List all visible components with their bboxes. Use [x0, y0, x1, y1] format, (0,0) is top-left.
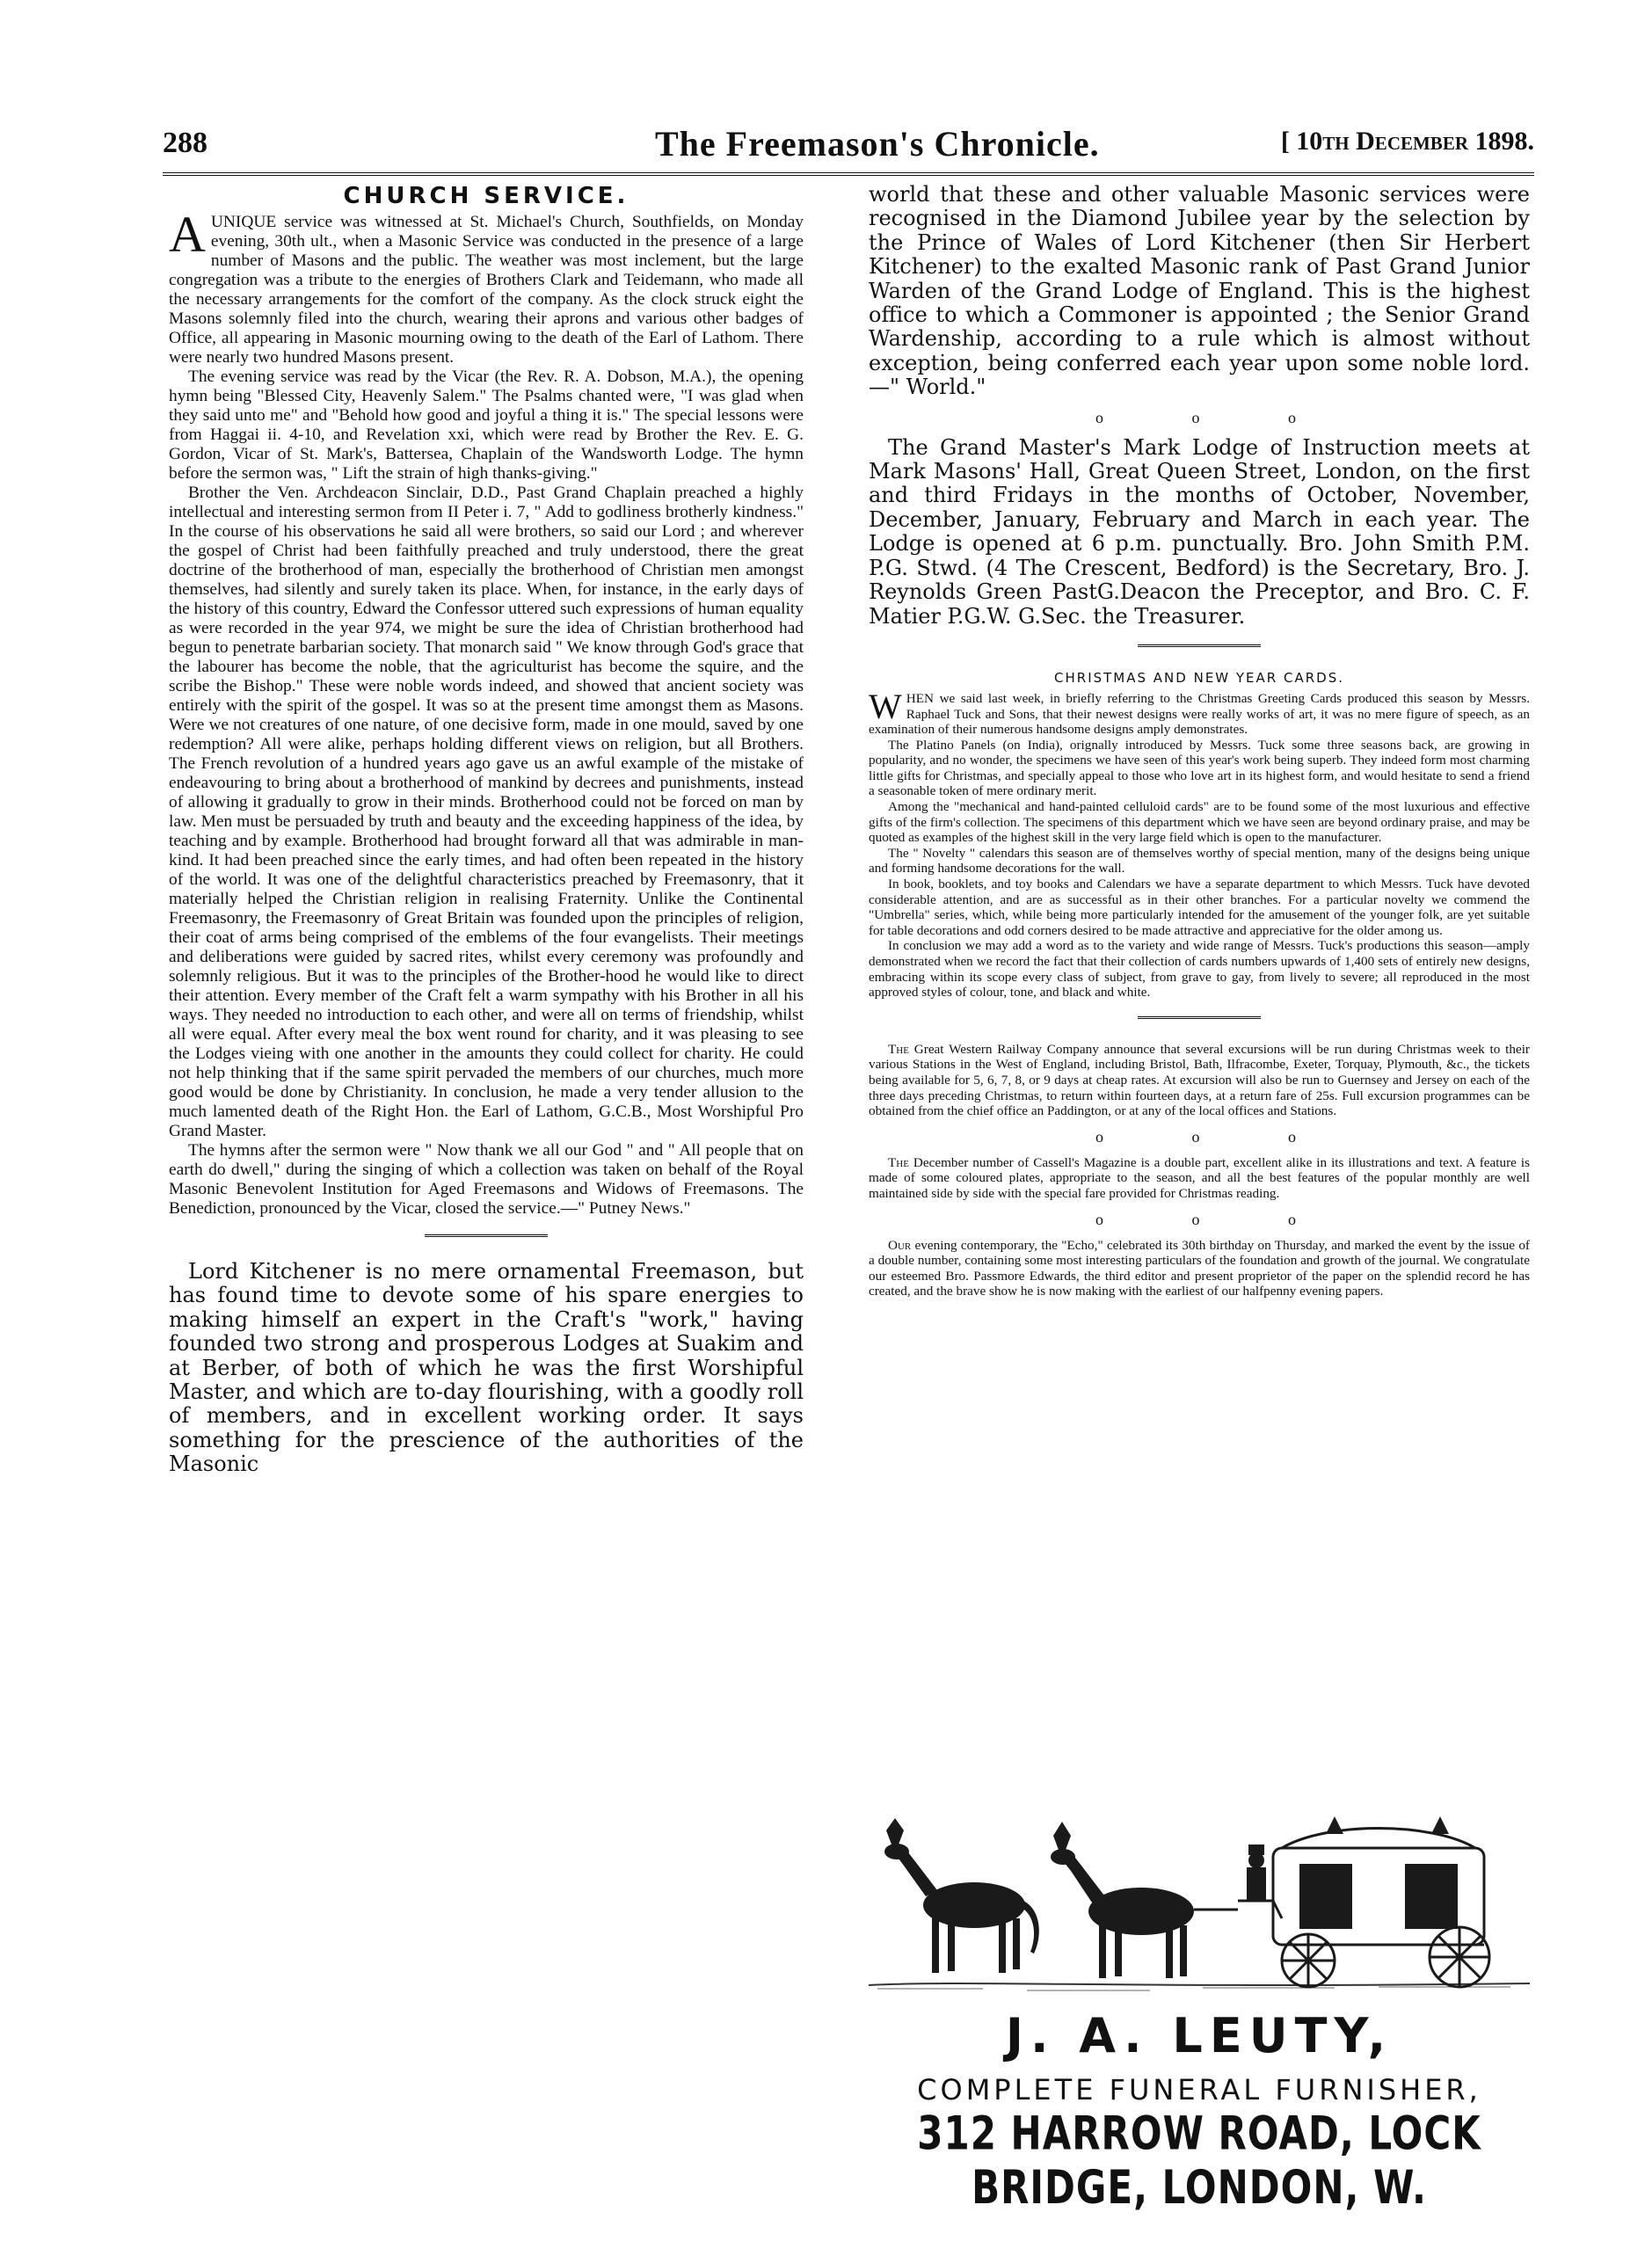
cards-paragraph-2: The Platino Panels (on India), orignally introduced by Messrs. Tuck some three seasons back, are growing in popularity, and no wonder, the specimens we have seen of this year's work being superb. They indeed form most charming little gifts for Christmas, and specially appeal to those who love art in its highest form, and would hesitate to send a friend a seasonable token of mere ordinary merit. [869, 737, 1530, 799]
christmas-cards-heading: CHRISTMAS AND NEW YEAR CARDS. [1054, 669, 1344, 686]
ornament-separator: o o o [1095, 1127, 1338, 1146]
cards-paragraph-3: Among the "mechanical and hand-painted celluloid cards" are to be found some of the most luxurious and effective gifts of the firm's collection. The specimens of this department which we have seen are beyond ordinary praise, and may be quoted as examples of the highest skill in the very large field which is open to the manufacturer. [869, 799, 1530, 846]
funeral-furnisher-advert [869, 1813, 1530, 2215]
kitchener-paragraph: Lord Kitchener is no mere ornamental Freemason, but has found time to devote some of his spare energies to making himself an expert in the Craft's "work," having founded two strong and prosperous Lodges at Suakim and at Berber, of both of which he was the first Worshipful Master, and which are to-day flourishing, with a goodly roll of members, and in excellent working order. It says something for the prescience of the authorities of the Masonic [169, 1259, 804, 1477]
right-column [869, 183, 1530, 1299]
cards-paragraph-1: WHEN we said last week, in briefly referring to the Christmas Greeting Cards produced this season by Messrs. Raphael Tuck and Sons, that their newest designs were really works of art, it was no mere figure of speech, as an examination of their numerous handsome designs amply demonstrates. [869, 686, 1530, 738]
gwr-paragraph: The Great Western Railway Company announce that several excursions will be run during Christmas week to their various Stations in the West of England, including Bristol, Bath, Ilfracombe, Exeter, Torquay, Plymouth, &c., the tickets being available for 5, 6, 7, 8, or 9 days at cheap rates. At excursion will also be run to Guernsey and Jersey on each of the three days preceding Christmas, to return within fourteen days, at a return fare of 25s. Full excursion programmes can be obtained from the chief office an Paddington, or at any of the local offices and Stations. [869, 1041, 1530, 1119]
section-divider [1138, 1016, 1261, 1019]
masthead [163, 123, 1534, 176]
hearse-illustration [869, 1813, 1530, 1997]
advertiser-address: 312 HARROW ROAD, LOCK BRIDGE, LONDON, W. [917, 2106, 1481, 2215]
drop-cap: A [169, 206, 206, 263]
mark-lodge-paragraph: The Grand Master's Mark Lodge of Instruction meets at Mark Masons' Hall, Great Queen Street, London, on the first and third Fridays in the months of October, November, December, January, February and March in each year. The Lodge is opened at 6 p.m. punctually. Bro. John Smith P.M. P.G. Stwd. (4 The Crescent, Bedford) is the Secretary, Bro. J. Reynolds Green PastG.Deacon the Preceptor, and Bro. C. F. Matier P.G.W. G.Sec. the Treasurer. [869, 434, 1530, 629]
cards-paragraph-4: The " Novelty " calendars this season are of themselves worthy of special mention, many of the designs being unique and forming handsome decorations for the wall. [869, 845, 1530, 877]
section-divider [425, 1234, 548, 1237]
masthead-rule [163, 172, 1534, 176]
church-paragraph-4: The hymns after the sermon were " Now thank we all our God " and " All people that on earth do dwell," during the singing of which a collection was taken on behalf of the Royal Masonic Benevolent Institution for Aged Freemasons and Widows of Freemasons. The Benediction, pronounced by the Vicar, closed the service.—" Putney News." [169, 1141, 804, 1218]
church-paragraph-1: A UNIQUE service was witnessed at St. Michael's Church, Southfields, on Monday evening, 30th ult., when a Masonic Service was conducted in the presence of a large number of Masons and the public. The weather was most inclement, but the large congregation was a tribute to the energies of Brothers Clark and Teidemann, who made all the necessary arrangements for the comfort of the company. As the clock struck eight the Masons solemnly filed into the church, wearing their aprons and various other badges of Office, all appearing in Masonic mourning owing to the death of the Earl of Lathom. There were nearly two hundred Masons present. [169, 206, 804, 367]
cards-paragraph-5: In book, booklets, and toy books and Calendars we have a separate department to which Messrs. Tuck have devoted considerable attention, and are as successful as in their other branches. For a particular novelty we commend the "Umbrella" series, which, while being more particularly intended for the amusement of the younger folk, are yet suitable for table decorations and odd corners desired to be made attractive and appreciative for the older among us. [869, 877, 1530, 938]
advertiser-trade: COMPLETE FUNERAL FURNISHER, [917, 2073, 1481, 2107]
echo-paragraph: Our evening contemporary, the "Echo," celebrated its 30th birthday on Thursday, and marked the event by the issue of a double number, containing some most interesting particulars of the foundation and growth of the journal. We congratulate our esteemed Bro. Passmore Edwards, the third editor and present proprietor of the paper on the splendid record he has created, and the brave show he is now making with the earliest of our halfpenny evening papers. [869, 1237, 1530, 1299]
kitchener-paragraph-continued: world that these and other valuable Masonic services were recognised in the Diamond Jubilee year by the selection by the Prince of Wales of Lord Kitchener (then Sir Herbert Kitchener) to the exalted Masonic rank of Past Grand Junior Warden of the Grand Lodge of England. This is the highest office to which a Commoner is appointed ; the Senior Grand Wardenship, according to a rule which is almost without exception, being conferred each year upon some noble lord.—" World." [869, 182, 1530, 400]
page-number: 288 [163, 127, 207, 159]
church-service-title: CHURCH SERVICE. [343, 183, 630, 209]
publication-title: The Freemason's Chronicle. [655, 124, 1100, 164]
cassell-paragraph: The December number of Cassell's Magazine is a double part, excellent alike in its illustrations and text. A feature is made of some coloured plates, appropriate to the season, and all the best features of the popular monthly are well maintained side by side with the special fare provided for Christmas reading. [869, 1154, 1530, 1201]
ornament-separator: o o o [1095, 408, 1338, 426]
section-divider [1138, 644, 1261, 647]
drop-cap: W [869, 686, 902, 726]
issue-date: [ 10th December 1898. [1280, 127, 1534, 156]
advertiser-name: J. A. LEUTY, [1005, 2008, 1394, 2063]
ornament-separator: o o o [1095, 1210, 1338, 1228]
church-paragraph-2: The evening service was read by the Vicar (the Rev. R. A. Dobson, M.A.), the opening hymn being "Blessed City, Heavenly Salem." The Psalms chanted were, "I was glad when they said unto me" and "Behold how good and joyful a thing it is." The special lessons were from Haggai ii. 4-10, and Revelation xxi, which were read by Brother the Rev. E. G. Gordon, Vicar of St. Mark's, Battersea, Chaplain of the Wandsworth Lodge. The hymn before the sermon was, " Lift the strain of high thanks-giving." [169, 367, 804, 483]
church-paragraph-3: Brother the Ven. Archdeacon Sinclair, D.D., Past Grand Chaplain preached a highly intellectual and interesting sermon from II Peter i. 7, " Add to godliness brotherly kindness." In the course of his observations he said all were brothers, so said our Lord ; and wherever the gospel of Christ had been faithfully preached and truly understood, there the great doctrine of the brotherhood of man, especially the brotherhood of Christian men amongst themselves, had silently and surely taken its place. When, for instance, in the early days of the history of this country, Edward the Confessor uttered such expressions of human equality as were recorded in the year 974, we might be sure the idea of Christian brotherhood had begun to penetrate barbarian society. That monarch said " We know through God's grace that the labourer has become the noble, that the agriculturist has become the squire, and the scribe the Bishop." These were noble words indeed, and showed that ancient society was entirely with the spirit of the gospel. It was so at the present time amongst them as Masons. Were we not creatures of one nature, of one decisive form, made in one mould, saved by one redemption? All were alike, perhaps holding different views on religion, but all Brothers. The French revolution of a hundred years ago gave us an awful example of the mistake of endeavouring to bring about a brotherhood of mankind by decrees and punishments, instead of allowing it gradually to grow in their minds. Brotherhood could not be forced on man by law. Men must be persuaded by truth and beauty and the exceeding happiness of the idea, by teaching and by example. Brotherhood had brought forward all that was admirable in man-kind. It had been preached since the early times, and had often been repeated in the history of the world. It was one of the delightful characteristics preached by Freemasonry, that it materially helped the Christian religion in realising Fraternity. Unlike the Continental Freemasonry, the Freemasonry of Great Britain was founded upon the principles of religion, their coat of arms being comprised of the emblems of the four evangelists. Their meetings and deliberations were guided by sacred rites, whilst every ceremony was profoundly and solemnly religious. But it was to the principles of the Brother-hood he would like to direct their attention. Every member of the Craft felt a warm sympathy with his Brother in all his ways. They needed no introduction to each other, and were all on terms of friendship, whilst all were equal. After every meal the box went round for charity, and it was pleasing to see the Lodges vieing with one another in the amounts they could collect for charity. He could not help thinking that if the same spirit pervaded the members of our churches, much more good would be done by Christianity. In conclusion, he made a very tender allusion to the much lamented death of the Right Hon. the Earl of Lathom, G.C.B., Most Worshipful Pro Grand Master. [169, 484, 804, 1140]
cards-paragraph-6: In conclusion we may add a word as to the variety and wide range of Messrs. Tuck's productions this season—amply demonstrated when we record the fact that their collection of cards numbers upwards of 1,400 sets of entirely new designs, embracing within its scope every class of subject, from grave to gay, from lively to severe; all reproduced in the most approved styles of colour, tone, and black and white. [869, 938, 1530, 1001]
left-column [169, 183, 804, 1477]
